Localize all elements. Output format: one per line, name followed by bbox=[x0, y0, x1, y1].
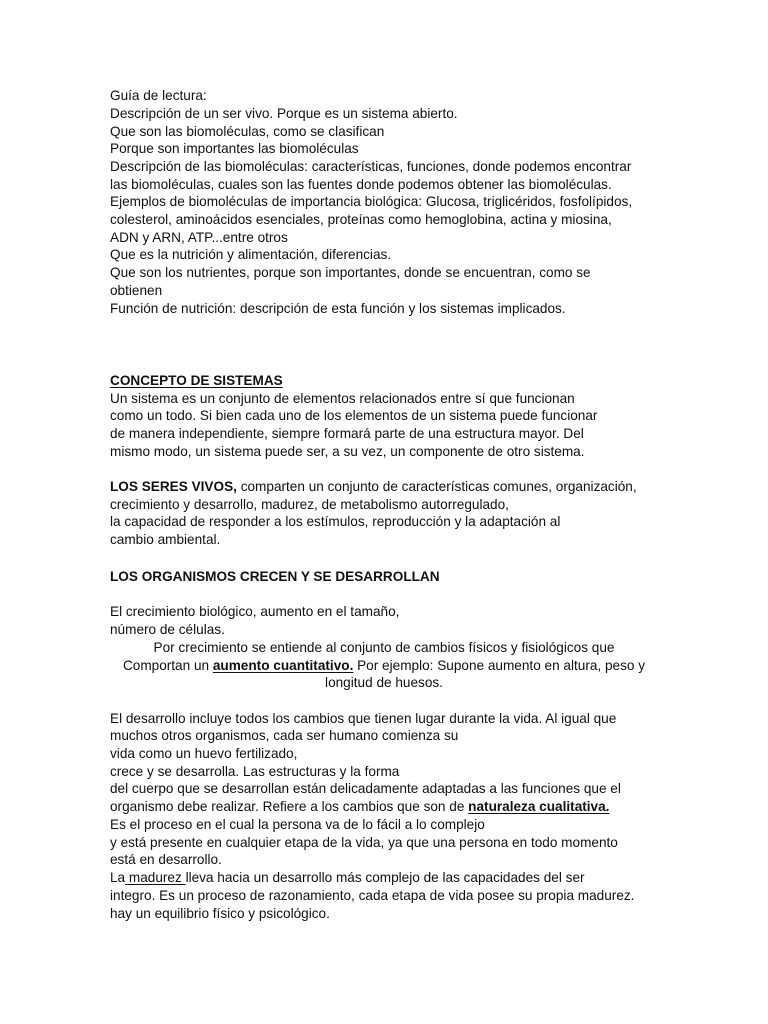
centered-line: longitud de huesos. bbox=[325, 675, 443, 690]
paragraph-text: La bbox=[110, 870, 126, 885]
paragraph-line: está en desarrollo. bbox=[110, 852, 222, 867]
paragraph-line: cambio ambiental. bbox=[110, 532, 221, 547]
seres-vivos-lead: LOS SERES VIVOS, bbox=[110, 479, 237, 494]
guide-line: Que es la nutrición y alimentación, diferencias. bbox=[110, 247, 392, 262]
guide-line: Función de nutrición: descripción de esta función y los sistemas implicados. bbox=[110, 300, 566, 316]
paragraph-line: y está presente en cualquier etapa de la vida, ya que una persona en todo momento bbox=[110, 834, 618, 850]
paragraph-line: como un todo. Si bien cada uno de los elementos de un sistema puede funcionar bbox=[110, 408, 598, 423]
centered-text: Por ejemplo: Supone aumento en altura, peso y bbox=[353, 657, 646, 673]
aumento-cuantitativo-emphasis: aumento cuantitativo. bbox=[212, 657, 354, 673]
centered-line: Por crecimiento se entiende al conjunto de cambios físicos y fisiológicos que bbox=[153, 639, 615, 655]
paragraph-text: organismo debe realizar. Refiere a los cambios que son de bbox=[110, 799, 469, 814]
paragraph-line: mismo modo, un sistema puede ser, a su vez, un componente de otro sistema. bbox=[110, 443, 585, 459]
paragraph-line: número de células. bbox=[110, 622, 225, 637]
paragraph-line: hay un equilibrio físico y psicológico. bbox=[110, 905, 330, 921]
centered-text: Comportan un bbox=[122, 657, 213, 673]
section-heading-sistemas: CONCEPTO DE SISTEMAS bbox=[110, 373, 283, 388]
guide-line: Que son los nutrientes, porque son importantes, donde se encuentran, como se bbox=[110, 265, 591, 280]
guide-line: colesterol, aminoácidos esenciales, proteínas como hemoglobina, actina y miosina, bbox=[110, 212, 612, 227]
paragraph-line: Es el proceso en el cual la persona va de lo fácil a lo complejo bbox=[110, 816, 485, 832]
guide-line: Descripción de las biomoléculas: características, funciones, donde podemos encontrar bbox=[110, 159, 632, 174]
guide-line: Descripción de un ser vivo. Porque es un sistema abierto. bbox=[110, 106, 458, 121]
naturaleza-cualitativa-emphasis: naturaleza cualitativa. bbox=[468, 799, 610, 814]
paragraph-line bbox=[110, 798, 609, 816]
guide-line: Que son las biomoléculas, como se clasifican bbox=[110, 123, 385, 139]
section-heading-organismos: LOS ORGANISMOS CRECEN Y SE DESARROLLAN bbox=[110, 568, 440, 584]
paragraph-line: vida como un huevo fertilizado, bbox=[110, 746, 298, 761]
paragraph-line: integro. Es un proceso de razonamiento, cada etapa de vida posee su propia madurez. bbox=[110, 887, 635, 903]
paragraph-line: la capacidad de responder a los estímulos, reproducción y la adaptación al bbox=[110, 514, 561, 529]
guide-line: Ejemplos de biomoléculas de importancia biológica: Glucosa, triglicéridos, fosfolípidos, bbox=[110, 194, 633, 209]
guide-line: obtienen bbox=[110, 282, 163, 298]
paragraph-line bbox=[110, 869, 585, 887]
paragraph-line: El desarrollo incluye todos los cambios que tienen lugar durante la vida. Al igual que bbox=[110, 710, 617, 726]
madurez-emphasis: madurez bbox=[125, 870, 186, 885]
guide-line: las biomoléculas, cuales son las fuentes donde podemos obtener las biomoléculas. bbox=[110, 176, 612, 192]
paragraph-line: de manera independiente, siempre formará parte de una estructura mayor. Del bbox=[110, 426, 584, 441]
paragraph-line: Un sistema es un conjunto de elementos relacionados entre sí que funcionan bbox=[110, 390, 575, 406]
seres-vivos-rest: comparten un conjunto de características comunes, organización, bbox=[236, 479, 637, 494]
paragraph-line: muchos otros organismos, cada ser humano comienza su bbox=[110, 728, 459, 743]
paragraph-text: lleva hacia un desarrollo más complejo de las capacidades del ser bbox=[185, 870, 585, 885]
guide-line: Porque son importantes las biomoléculas bbox=[110, 141, 359, 156]
guide-title: Guía de lectura: bbox=[110, 88, 207, 103]
guide-line: ADN y ARN, ATP...entre otros bbox=[110, 229, 288, 245]
centered-line bbox=[0, 657, 768, 675]
paragraph-line: del cuerpo que se desarrollan están delicadamente adaptadas a las funciones que el bbox=[110, 781, 621, 796]
paragraph-line: crecimiento y desarrollo, madurez, de metabolismo autorregulado, bbox=[110, 496, 509, 512]
paragraph-line: crece y se desarrolla. Las estructuras y la forma bbox=[110, 763, 400, 779]
paragraph-line: El crecimiento biológico, aumento en el tamaño, bbox=[110, 604, 400, 619]
seres-vivos-first-line bbox=[110, 478, 637, 496]
